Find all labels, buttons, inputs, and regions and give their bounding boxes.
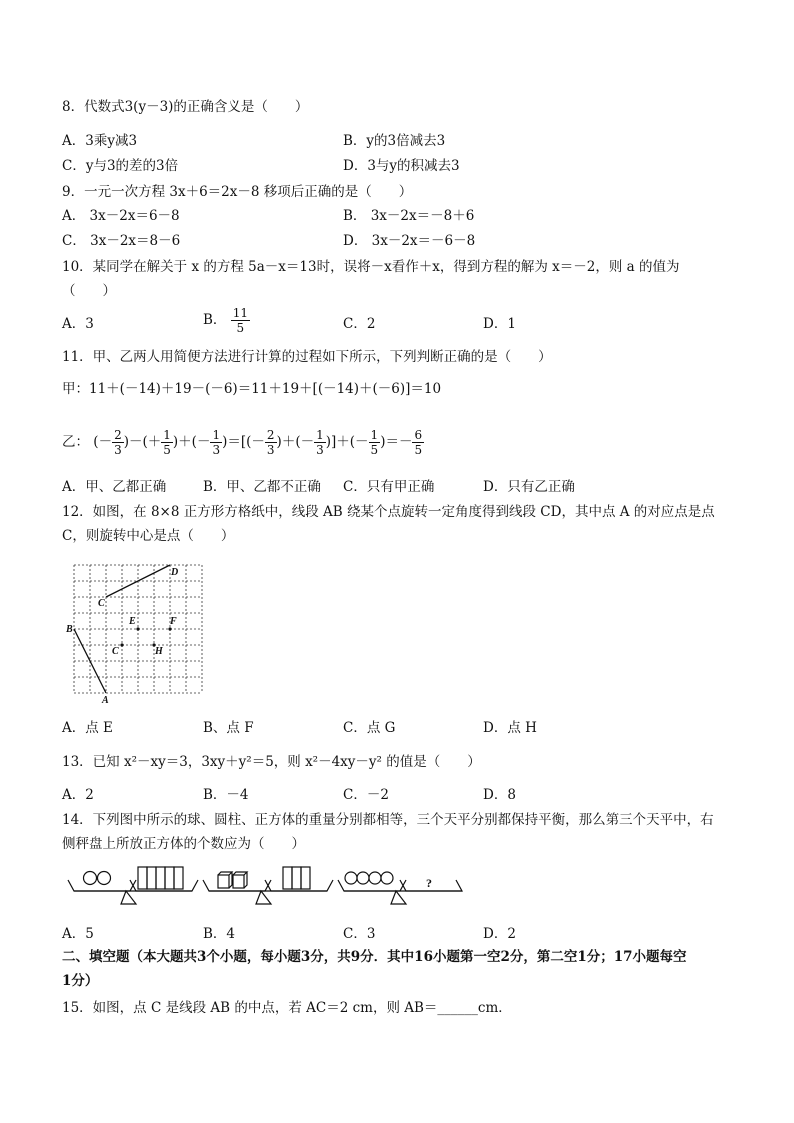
point-g: [120, 643, 123, 646]
q11-jia-line: 甲：11＋(－14)＋19－(－6)＝11＋19＋[(－14)＋(－6)]＝10: [62, 381, 442, 397]
q10-stem: 10．某同学在解关于 x 的方程 5a－x＝13时，误将－x看作＋x，得到方程的解为 x＝－2，则 a 的值为: [62, 259, 680, 275]
q12-option-d: D．点 H: [483, 720, 537, 736]
point-e: [136, 627, 139, 630]
q14-balance-figures: [66, 860, 466, 914]
section-2-heading: 二、填空题（本大题共3个小题，每小题3分，共9分．其中16小题第一空2分，第二空1分；17小题每空: [62, 949, 687, 965]
q11-option-c: C．只有甲正确: [343, 479, 435, 495]
balance-1: [68, 867, 198, 904]
q8-option-d: D．3与y的积减去3: [343, 158, 460, 174]
q14-option-c: C．3: [343, 926, 376, 942]
q11-option-b: B．甲、乙都不正确: [203, 479, 321, 495]
q10-option-b-label: B．: [203, 312, 227, 328]
q13-stem: 13．已知 x²－xy＝3，3xy＋y²＝5，则 x²－4xy－y² 的值是（ ）: [62, 754, 481, 770]
section-2-heading-2: 1分）: [62, 973, 99, 989]
q14-option-a: A．5: [62, 926, 94, 942]
q9-option-c: C． 3x－2x＝8－6: [62, 233, 181, 249]
q10-stem-2: （ ）: [62, 283, 116, 299]
q13-option-c: C．－2: [343, 787, 389, 803]
q11-yi-line: [62, 422, 424, 462]
label-f: F: [170, 616, 177, 627]
q13-option-b: B．－4: [203, 787, 249, 803]
q11-option-a: A．甲、乙都正确: [62, 479, 167, 495]
label-a: A: [102, 695, 109, 705]
label-d: D: [171, 567, 179, 578]
q12-grid-figure: [62, 560, 207, 705]
q10-option-b: [203, 306, 250, 335]
q12-option-c: C．点 G: [343, 720, 396, 736]
q12-stem-2: C，则旋转中心是点（ ）: [62, 528, 235, 544]
q13-option-a: A．2: [62, 787, 94, 803]
fraction-numerator: 11: [232, 306, 248, 320]
label-h: H: [155, 646, 163, 657]
q9-stem: 9．一元一次方程 3x＋6＝2x－8 移项后正确的是（ ）: [62, 184, 413, 200]
label-c-top: C: [98, 598, 105, 609]
q10-option-a: A．3: [62, 316, 94, 332]
q11-stem: 11．甲、乙两人用简便方法进行计算的过程如下所示，下列判断正确的是（ ）: [62, 349, 552, 365]
question-mark: ?: [426, 876, 432, 890]
q14-option-d: D．2: [483, 926, 516, 942]
q12-stem: 12．如图，在 8×8 正方形方格纸中，线段 AB 绕某个点旋转一定角度得到线段 CD，其中点 A 的对应点是点: [62, 504, 715, 520]
q9-option-d: D． 3x－2x＝－6－8: [343, 233, 476, 249]
q10-option-c: C．2: [343, 316, 376, 332]
point-f: [168, 627, 171, 630]
q11-option-d: D．只有乙正确: [483, 479, 575, 495]
q8-option-a: A．3乘y减3: [62, 133, 138, 149]
q14-stem: 14．下列图中所示的球、圆柱、正方体的重量分别都相等，三个天平分别都保持平衡，那么第三个天平中，右: [62, 812, 714, 828]
label-e: E: [129, 616, 136, 627]
fraction-denominator: 5: [236, 321, 245, 335]
q10-option-b-fraction: [231, 306, 250, 335]
q14-option-b: B．4: [203, 926, 236, 942]
label-c: C: [112, 646, 119, 657]
q13-option-d: D．8: [483, 787, 516, 803]
q15-stem: 15．如图，点 C 是线段 AB 的中点，若 AC＝2 cm，则 AB＝______cm．: [62, 1000, 512, 1016]
q11-yi-expression: (－ $\frac{2}{3}$ )－(＋ $\frac{1}{5}$ )＋(－ $\frac{1}{3}$ )＝[(－ $\frac{2}{3}$ )＋(－ $\frac{1}{3}$ )]＋(－ $\frac{1}{5}$ )＝－ $\frac{6}{5}$: [93, 428, 423, 457]
q12-option-a: A．点 E: [62, 720, 113, 736]
q14-stem-2: 侧秤盘上所放正方体的个数应为（ ）: [62, 836, 305, 852]
q11-yi-label: 乙：: [62, 434, 89, 450]
q12-option-b: B、点 F: [203, 720, 254, 736]
q8-option-c: C．y与3的差的3倍: [62, 158, 179, 174]
balance-2: [203, 867, 333, 904]
q10-option-d: D．1: [483, 316, 516, 332]
q8-stem: 8．代数式3(y－3)的正确含义是（ ）: [62, 99, 309, 115]
q9-option-b: B． 3x－2x＝－8＋6: [343, 208, 475, 224]
q9-option-a: A． 3x－2x＝6－8: [62, 208, 180, 224]
balance-3: [338, 872, 462, 904]
q8-option-b: B．y的3倍减去3: [343, 133, 446, 149]
label-b: B: [66, 624, 73, 635]
